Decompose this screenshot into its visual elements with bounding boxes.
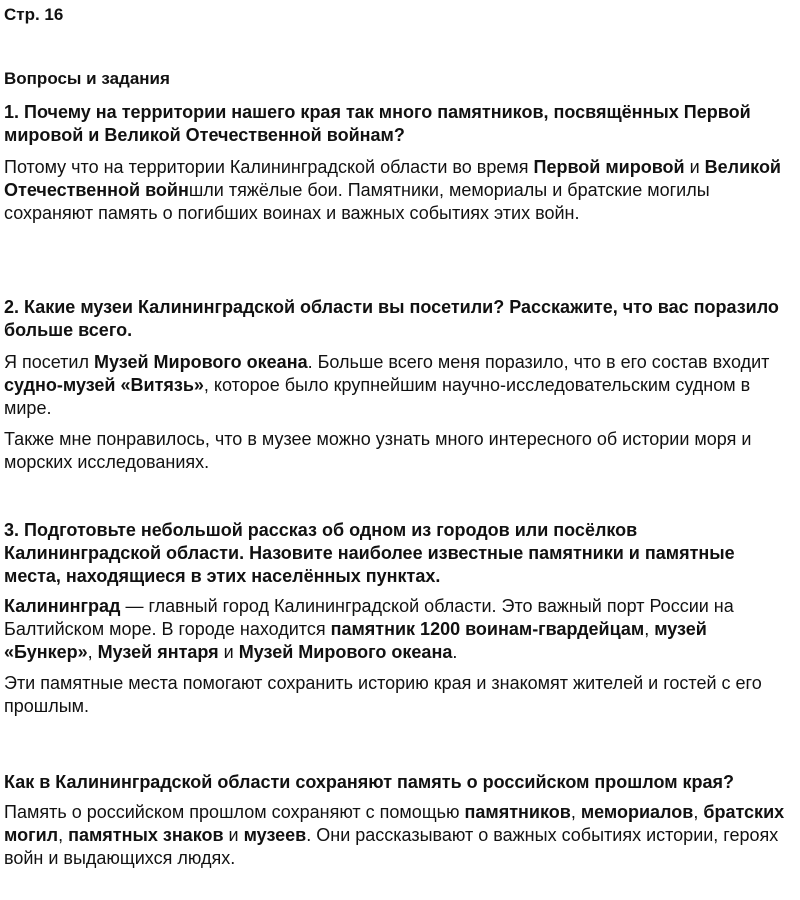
answer-bold-term: памятников <box>464 802 571 822</box>
answer-text: , <box>644 619 655 639</box>
question-block-4 <box>4 771 794 870</box>
answer-bold-term: памятник 1200 воинам-гвардейцам <box>330 619 645 639</box>
answer-text: , <box>87 642 98 662</box>
answer-bold-term: Музей Мирового океана <box>93 352 308 372</box>
question-block-3 <box>4 519 794 718</box>
answer-text: и <box>218 642 239 662</box>
answer-bold-term: Музей Мирового океана <box>238 642 453 662</box>
answer-bold-term: музей «Бункер» <box>4 619 707 662</box>
question-block-2 <box>4 296 794 474</box>
answer-bold-term: Первой мировой <box>533 157 685 177</box>
question-block-1 <box>4 101 794 225</box>
answer-bold-term: Великой Отечественной войн <box>4 157 781 200</box>
question-2: 2. Какие музеи Калининградской области вы посетили? Расскажите, что вас поразило больше всего. <box>4 297 779 340</box>
answer-bold-term: Калининград <box>4 596 121 616</box>
answer-text: , <box>58 825 69 845</box>
answer-text: и <box>223 825 244 845</box>
question-3: 3. Подготовьте небольшой рассказ об одном из городов или посёлков Калининградской области. Назовите наиболее известные памятники и памятные места, находящиеся в этих населённых пунктах. <box>4 520 735 586</box>
answer-3-paragraph-2: Эти памятные места помогают сохранить историю края и знакомят жителей и гостей с его прошлым. <box>4 673 762 716</box>
question-4: Как в Калининградской области сохраняют память о российском прошлом края? <box>4 772 735 792</box>
answer-text: , <box>693 802 704 822</box>
page-number: Стр. 16 <box>4 5 64 24</box>
answer-3-paragraph-1 <box>4 595 794 664</box>
answer-text: , <box>570 802 581 822</box>
answer-1-paragraph-1 <box>4 156 794 225</box>
answer-4-paragraph-1 <box>4 801 794 870</box>
answer-bold-term: братских могил <box>4 802 785 845</box>
answer-bold-term: Музей янтаря <box>97 642 219 662</box>
answer-bold-term: мемориалов <box>580 802 694 822</box>
answer-text: . Больше всего меня поразило, что в его состав входит <box>307 352 770 372</box>
answer-text: , которое было крупнейшим научно-исследовательским судном в мире. <box>4 375 751 418</box>
section-title: Вопросы и задания <box>4 69 170 88</box>
answer-text: . <box>452 642 458 662</box>
answer-2-paragraph-1 <box>4 351 794 420</box>
answer-bold-term: музеев <box>243 825 307 845</box>
answer-text: — главный город Калининградской области. Это важный порт России на Балтийском море. В городе находится <box>4 596 734 639</box>
answer-text: шли тяжёлые бои. Памятники, мемориалы и братские могилы сохраняют память о погибших воинах и важных событиях этих войн. <box>4 180 710 223</box>
answer-text: Память о российском прошлом сохраняют с помощью <box>4 802 465 822</box>
answer-2-paragraph-2: Также мне понравилось, что в музее можно узнать много интересного об истории моря и морских исследованиях. <box>4 429 752 472</box>
answer-bold-term: памятных знаков <box>68 825 224 845</box>
answer-text: Я посетил <box>4 352 94 372</box>
answer-text: и <box>684 157 705 177</box>
answer-text: . Они рассказывают о важных событиях истории, героях войн и выдающихся людях. <box>4 825 779 868</box>
question-1: 1. Почему на территории нашего края так много памятников, посвящённых Первой мировой и Великой Отечественной войнам? <box>4 102 751 145</box>
answer-bold-term: судно-музей «Витязь» <box>4 375 204 395</box>
answer-text: Потому что на территории Калининградской области во время <box>4 157 534 177</box>
